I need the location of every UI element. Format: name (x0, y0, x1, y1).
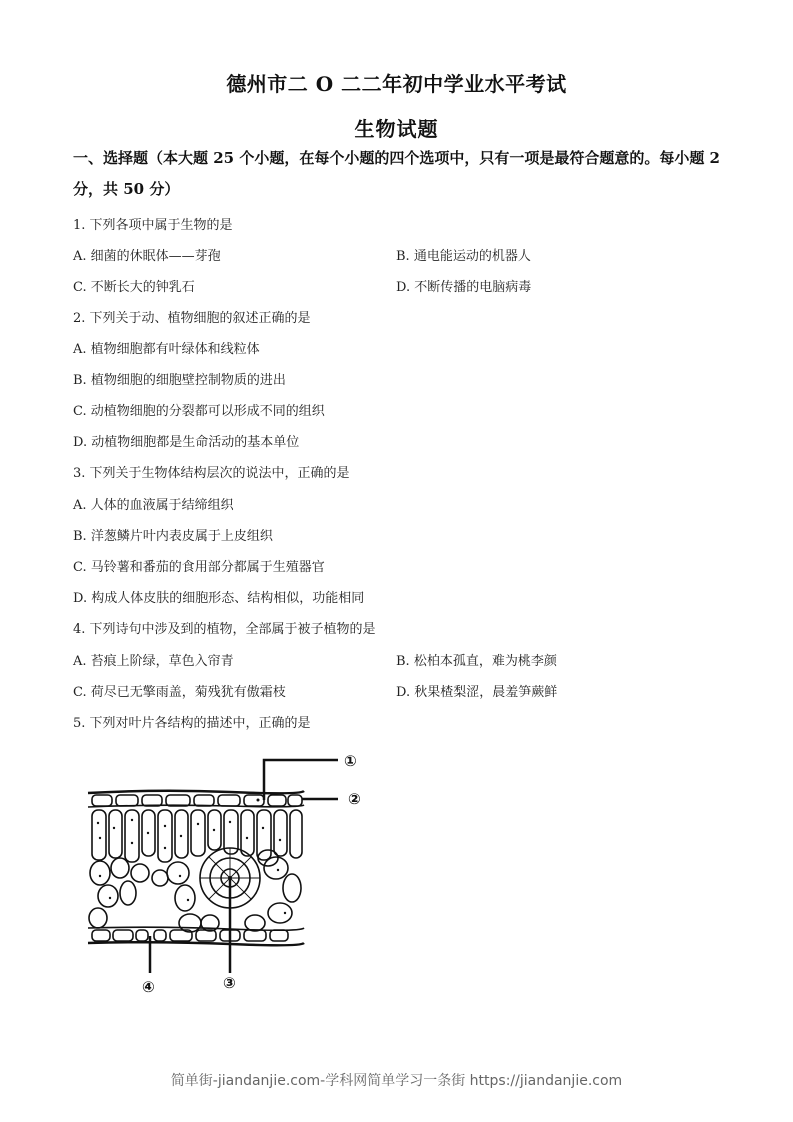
question-3-option-b: B. 洋葱鳞片叶内表皮属于上皮组织 (73, 529, 273, 544)
question-1-option-d: D. 不断传播的电脑病毒 (396, 280, 532, 295)
question-2-option-d: D. 动植物细胞都是生命活动的基本单位 (73, 435, 300, 450)
question-4-option-c: C. 荷尽已无擎雨盖，菊残犹有傲霜枝 (73, 685, 286, 700)
figure-label-4: ④ (142, 978, 155, 996)
question-1-stem: 1. 下列各项中属于生物的是 (73, 218, 233, 233)
question-4-option-b: B. 松柏本孤直，难为桃李颜 (396, 654, 557, 669)
question-3-option-d: D. 构成人体皮肤的细胞形态、结构相似，功能相同 (73, 591, 365, 606)
question-2-option-c: C. 动植物细胞的分裂都可以形成不同的组织 (73, 404, 325, 419)
footer-watermark: 简单街-jiandanjie.com-学科网简单学习一条街 https://jiandanjie.com (170, 1073, 623, 1089)
question-3-stem: 3. 下列关于生物体结构层次的说法中，正确的是 (73, 466, 350, 481)
question-4-option-a: A. 苔痕上阶绿，草色入帘青 (73, 654, 234, 669)
figure-label-3: ③ (223, 974, 236, 992)
page-title: 德州市二 O 二二年初中学业水平考试 (226, 72, 567, 96)
question-4-stem: 4. 下列诗句中涉及到的植物，全部属于被子植物的是 (73, 622, 376, 637)
question-1-option-c: C. 不断长大的钟乳石 (73, 280, 195, 295)
question-2-option-a: A. 植物细胞都有叶绿体和线粒体 (73, 342, 260, 357)
section-heading: 一、选择题（本大题 25 个小题，在每个小题的四个选项中，只有一项是最符合题意的。每小题 2 分，共 50 分） (73, 149, 720, 198)
leaf-diagram-icon (80, 748, 380, 998)
page-subtitle: 生物试题 (354, 117, 439, 141)
question-5-stem: 5. 下列对叶片各结构的描述中，正确的是 (73, 716, 311, 731)
question-1-option-a: A. 细菌的休眠体——芽孢 (73, 249, 221, 264)
question-1-option-b: B. 通电能运动的机器人 (396, 249, 531, 264)
question-2-option-b: B. 植物细胞的细胞壁控制物质的进出 (73, 373, 286, 388)
question-3-option-a: A. 人体的血液属于结缔组织 (73, 498, 234, 513)
question-3-option-c: C. 马铃薯和番茄的食用部分都属于生殖器官 (73, 560, 325, 575)
question-4-option-d: D. 秋果楂梨涩，晨羞笋蕨鲜 (396, 685, 558, 700)
question-2-stem: 2. 下列关于动、植物细胞的叙述正确的是 (73, 311, 311, 326)
figure-label-1: ① (344, 752, 357, 770)
figure-label-2: ② (348, 790, 361, 808)
leaf-cross-section-figure (80, 748, 380, 998)
